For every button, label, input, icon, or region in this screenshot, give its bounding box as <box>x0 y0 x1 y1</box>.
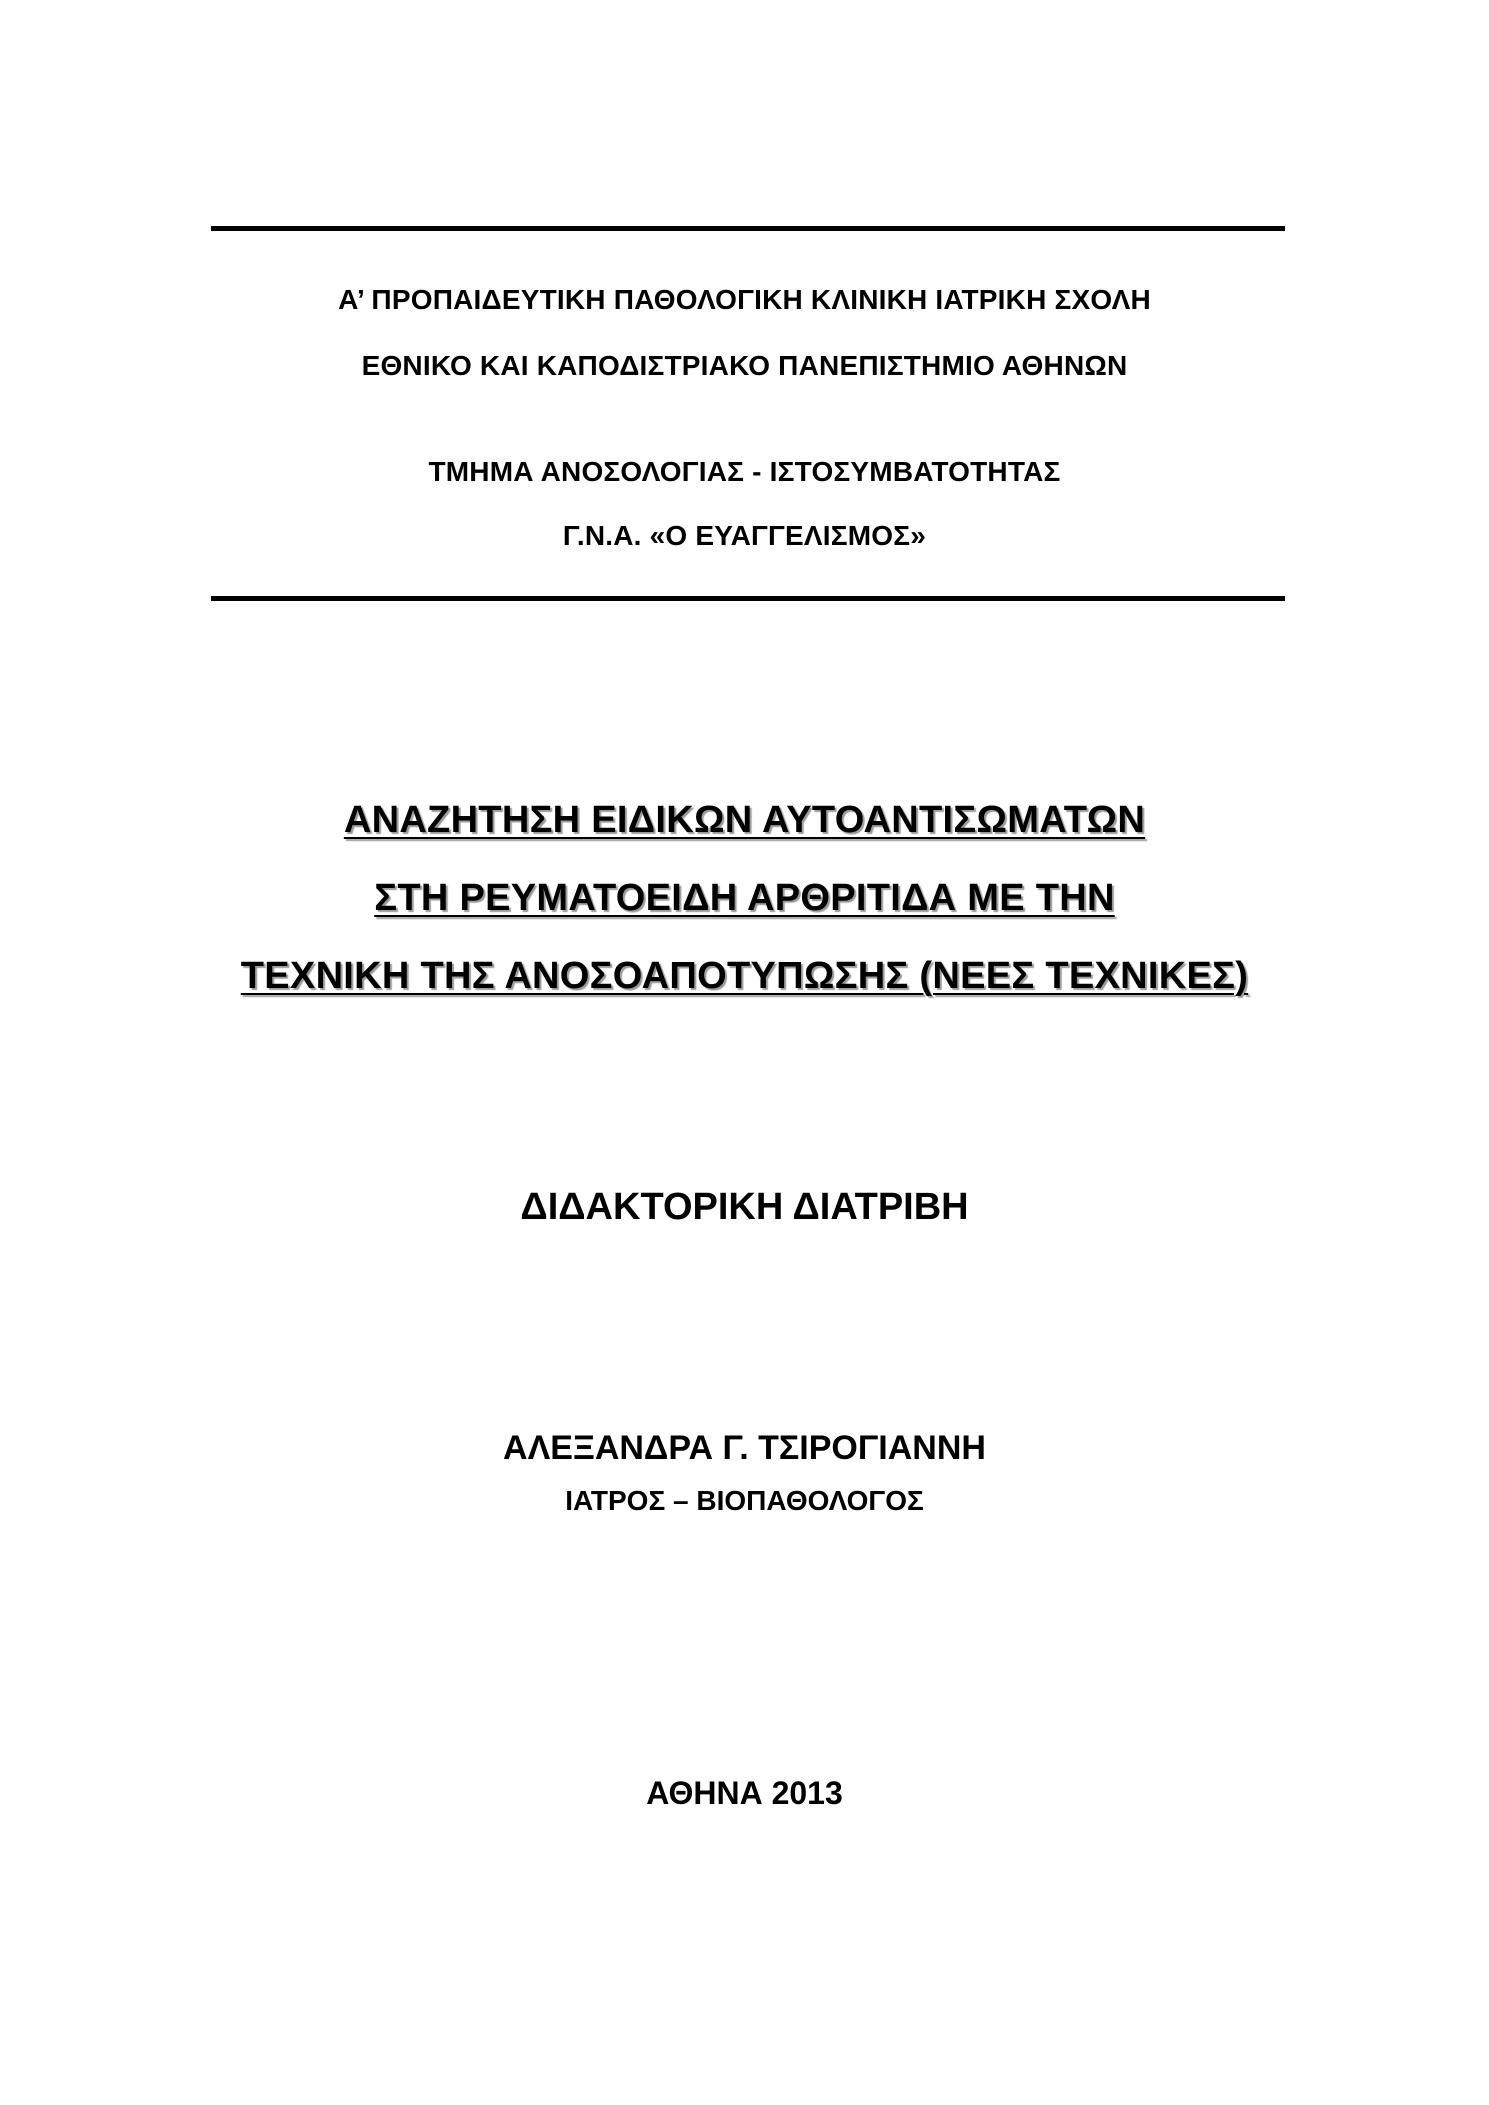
thesis-title-line-1: ΑΝΑΖΗΤΗΣΗ ΕΙΔΙΚΩΝ ΑΥΤΟΑΝΤΙΣΩΜΑΤΩΝ <box>343 799 1146 841</box>
header-hospital-line: Γ.Ν.Α. «Ο ΕΥΑΓΓΕΛΙΣΜΟΣ» <box>562 520 927 551</box>
place-and-year: ΑΘΗΝΑ 2013 <box>646 1775 843 1811</box>
header-university-line: ΕΘΝΙΚΟ ΚΑΙ ΚΑΠΟΔΙΣΤΡΙΑΚΟ ΠΑΝΕΠΙΣΤΗΜΙΟ ΑΘΗΝΩΝ <box>361 350 1128 381</box>
header-clinic-line: Α’ ΠΡΟΠΑΙΔΕΥΤΙΚΗ ΠΑΘΟΛΟΓΙΚΗ ΚΛΙΝΙΚΗ ΙΑΤΡΙΚΗ ΣΧΟΛΗ <box>338 284 1151 315</box>
author-name: ΑΛΕΞΑΝΔΡΑ Γ. ΤΣΙΡΟΓΙΑΝΝΗ <box>503 1429 986 1467</box>
document-type: ΔΙΔΑΚΤΟΡΙΚΗ ΔΙΑΤΡΙΒΗ <box>520 1186 969 1228</box>
bottom-divider <box>211 596 1285 601</box>
thesis-title-line-3: ΤΕΧΝΙΚΗ ΤΗΣ ΑΝΟΣΟΑΠΟΤΥΠΩΣΗΣ (ΝΕΕΣ ΤΕΧΝΙΚΕΣ) <box>240 955 1249 997</box>
author-profession: ΙΑΤΡΟΣ – ΒΙΟΠΑΘΟΛΟΓΟΣ <box>565 1485 924 1516</box>
header-department-line: ΤΜΗΜΑ ΑΝΟΣΟΛΟΓΙΑΣ - ΙΣΤΟΣΥΜΒΑΤΟΤΗΤΑΣ <box>428 456 1061 487</box>
thesis-title-line-2: ΣΤΗ ΡΕΥΜΑΤΟΕΙΔΗ ΑΡΘΡΙΤΙΔΑ ΜΕ ΤΗΝ <box>374 877 1115 919</box>
top-divider <box>211 226 1285 231</box>
